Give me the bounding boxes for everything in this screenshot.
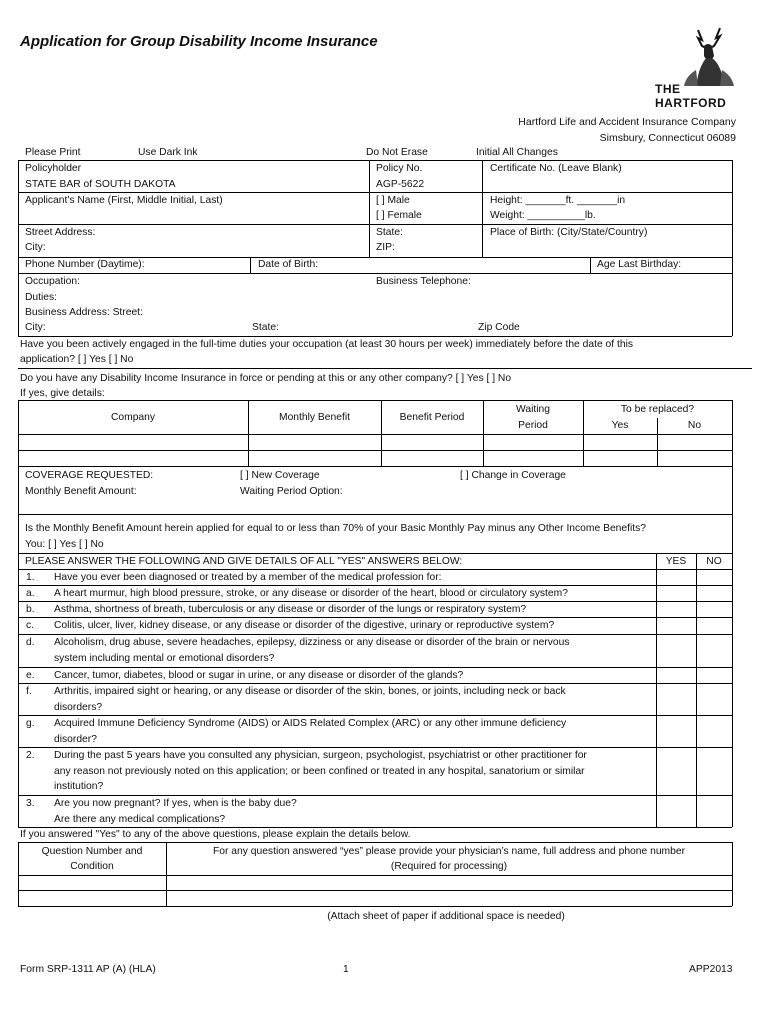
health-question-number: c. [26, 620, 35, 631]
health-question-number: b. [26, 604, 35, 615]
health-yes-cell[interactable] [658, 685, 694, 697]
health-question-text: any reason not previously noted on this application; or been confined or treated in any hospital, sanatorium or similar [54, 765, 585, 777]
health-question-number: 2. [26, 750, 35, 761]
health-no-cell[interactable] [698, 571, 730, 583]
health-yes-cell[interactable] [658, 619, 694, 631]
change-coverage-checkbox[interactable]: [ ] Change in Coverage [460, 470, 566, 481]
health-yes-cell[interactable] [658, 636, 694, 648]
health-question-number: f. [26, 686, 32, 697]
policyholder-value: STATE BAR of SOUTH DAKOTA [25, 179, 176, 190]
waiting-period-option-field[interactable]: Waiting Period Option: [240, 486, 343, 497]
health-question-text: Are you now pregnant? If yes, when is the baby due? [54, 798, 297, 809]
actively-engaged-question: Have you been actively engaged in the full-time duties your occupation (at least 30 hours per week) immediately before the date of this [20, 339, 634, 350]
health-question-number: e. [26, 670, 35, 681]
duties-field[interactable]: Duties: [25, 292, 58, 303]
business-telephone-field[interactable]: Business Telephone: [376, 276, 471, 287]
instruction-print: Please Print [25, 147, 81, 158]
health-no-cell[interactable] [698, 636, 730, 648]
health-no-cell[interactable] [698, 797, 730, 809]
col-company: Company [110, 412, 156, 423]
logo-text-the: THE [655, 82, 681, 96]
health-question-text: Are there any medical complications? [54, 813, 226, 825]
instruction-dark-ink: Use Dark Ink [138, 147, 198, 158]
health-questions-header: PLEASE ANSWER THE FOLLOWING AND GIVE DETAILS OF ALL "YES" ANSWERS BELOW: [25, 556, 463, 567]
health-no-cell[interactable] [698, 619, 730, 631]
phone-field[interactable]: Phone Number (Daytime): [25, 259, 145, 270]
stag-logo-icon [676, 26, 740, 88]
health-yes-cell[interactable] [658, 669, 694, 681]
health-no-cell[interactable] [698, 669, 730, 681]
health-question-text: Alcoholism, drug abuse, severe headaches, epilepsy, dizziness or any disease or disorder of the brain or nervous [54, 637, 570, 648]
question-number-header: Question Number and [41, 846, 143, 857]
health-yes-cell[interactable] [658, 797, 694, 809]
health-question-number: 3. [26, 798, 35, 809]
health-yes-cell[interactable] [658, 717, 694, 729]
health-question-number: d. [26, 637, 35, 648]
male-checkbox[interactable]: [ ] Male [376, 195, 410, 206]
business-city-field[interactable]: City: [25, 322, 46, 333]
col-to-be-replaced: To be replaced? [620, 404, 695, 415]
col-monthly-benefit: Monthly Benefit [279, 412, 350, 423]
health-yes-header: YES [665, 556, 687, 567]
if-yes-details: If yes, give details: [20, 388, 105, 399]
applicant-name-label[interactable]: Applicant's Name (First, Middle Initial, Last) [25, 195, 223, 206]
business-zip-field[interactable]: Zip Code [478, 322, 520, 333]
instruction-initial: Initial All Changes [476, 147, 558, 158]
dob-field[interactable]: Date of Birth: [258, 259, 319, 270]
health-question-text: During the past 5 years have you consulted any physician, surgeon, psychologist, psychiatrist or other practitioner for [54, 750, 587, 761]
policyholder-label: Policyholder [25, 163, 82, 174]
new-coverage-checkbox[interactable]: [ ] New Coverage [240, 470, 320, 481]
form-number: Form SRP-1311 AP (A) (HLA) [20, 964, 156, 975]
health-question-number: g. [26, 718, 35, 729]
health-no-header: NO [706, 556, 722, 567]
logo-text-hartford: HARTFORD [655, 96, 727, 110]
health-question-number: 1. [26, 572, 35, 583]
policy-no-label: Policy No. [376, 163, 423, 174]
company-city: Simsbury, Connecticut 06089 [599, 132, 736, 144]
attach-sheet-note: (Attach sheet of paper if additional space is needed) [327, 911, 565, 922]
health-question-text: Acquired Immune Deficiency Syndrome (AIDS) or AIDS Related Complex (ARC) or any other immune deficiency [54, 718, 567, 729]
condition-header: Condition [70, 861, 114, 872]
health-yes-cell[interactable] [658, 603, 694, 615]
health-question-text: Have you ever been diagnosed or treated by a member of the medical profession for: [54, 572, 442, 583]
coverage-requested-label: COVERAGE REQUESTED: [25, 470, 154, 481]
form-title: Application for Group Disability Income Insurance [20, 33, 378, 50]
seventy-percent-question: Is the Monthly Benefit Amount herein applied for equal to or less than 70% of your Basic Monthly Pay minus any Other Income Benefits? [25, 523, 647, 534]
business-street-field[interactable]: Business Address: Street: [25, 307, 143, 318]
health-question-text: Colitis, ulcer, liver, kidney disease, or any disease or disorder of the digestive, urinary or reproductive system? [54, 620, 555, 631]
seventy-percent-answer[interactable]: You: [ ] Yes [ ] No [25, 539, 104, 550]
health-question-text: Cancer, tumor, diabetes, blood or sugar in urine, or any disease or disorder of the glands? [54, 670, 464, 681]
state-field[interactable]: State: [376, 227, 403, 238]
health-question-text: institution? [54, 781, 104, 792]
physician-info-header: For any question answered “yes” please provide your physician’s name, full address and phone number [212, 846, 686, 857]
health-no-cell[interactable] [698, 685, 730, 697]
other-insurance-question[interactable]: Do you have any Disability Income Insurance in force or pending at this or any other company? [ ] Yes [ ] No [20, 373, 512, 384]
health-question-number: a. [26, 588, 35, 599]
age-field[interactable]: Age Last Birthday: [597, 259, 682, 270]
monthly-benefit-amount-field[interactable]: Monthly Benefit Amount: [25, 486, 137, 497]
female-checkbox[interactable]: [ ] Female [376, 210, 422, 221]
company-name: Hartford Life and Accident Insurance Company [518, 116, 736, 128]
col-waiting: Waiting [516, 404, 550, 415]
health-question-text: Arthritis, impaired sight or hearing, or any disease or disorder of the skin, bones, or joints, including neck or back [54, 686, 566, 697]
policy-no-value: AGP-5622 [376, 179, 425, 190]
weight-field[interactable]: Weight: __________lb. [490, 210, 596, 221]
health-no-cell[interactable] [698, 603, 730, 615]
health-no-cell[interactable] [698, 749, 730, 761]
col-replaced-yes: Yes [611, 420, 629, 431]
page-number: 1 [343, 964, 349, 975]
zip-field[interactable]: ZIP: [376, 242, 395, 253]
street-address-field[interactable]: Street Address: [25, 227, 96, 238]
health-no-cell[interactable] [698, 587, 730, 599]
health-question-text: disorder? [54, 733, 97, 745]
required-note: (Required for processing) [390, 861, 508, 872]
health-question-text: disorders? [54, 701, 103, 713]
details-intro: If you answered "Yes" to any of the above questions, please explain the details below. [20, 829, 411, 840]
height-field[interactable]: Height: _______ft. _______in [490, 195, 626, 206]
place-of-birth-field[interactable]: Place of Birth: (City/State/Country) [490, 227, 648, 238]
occupation-field[interactable]: Occupation: [25, 276, 80, 287]
business-state-field[interactable]: State: [252, 322, 279, 333]
health-yes-cell[interactable] [658, 749, 694, 761]
health-question-text: A heart murmur, high blood pressure, stroke, or any disease or disorder of the heart, blood or circulatory system? [54, 588, 568, 599]
health-no-cell[interactable] [698, 717, 730, 729]
col-benefit-period: Benefit Period [399, 412, 465, 423]
actively-engaged-answer[interactable]: application? [ ] Yes [ ] No [20, 354, 134, 365]
health-yes-cell[interactable] [658, 571, 694, 583]
certificate-no-label: Certificate No. (Leave Blank) [490, 163, 622, 174]
instruction-no-erase: Do Not Erase [366, 147, 428, 158]
health-yes-cell[interactable] [658, 587, 694, 599]
form-code: APP2013 [689, 964, 733, 975]
health-question-text: system including mental or emotional disorders? [54, 652, 275, 664]
col-period: Period [518, 420, 548, 431]
health-question-text: Asthma, shortness of breath, tuberculosis or any disease or disorder of the lungs or respiratory system? [54, 604, 527, 615]
city-field[interactable]: City: [25, 242, 46, 253]
col-replaced-no: No [687, 420, 702, 431]
